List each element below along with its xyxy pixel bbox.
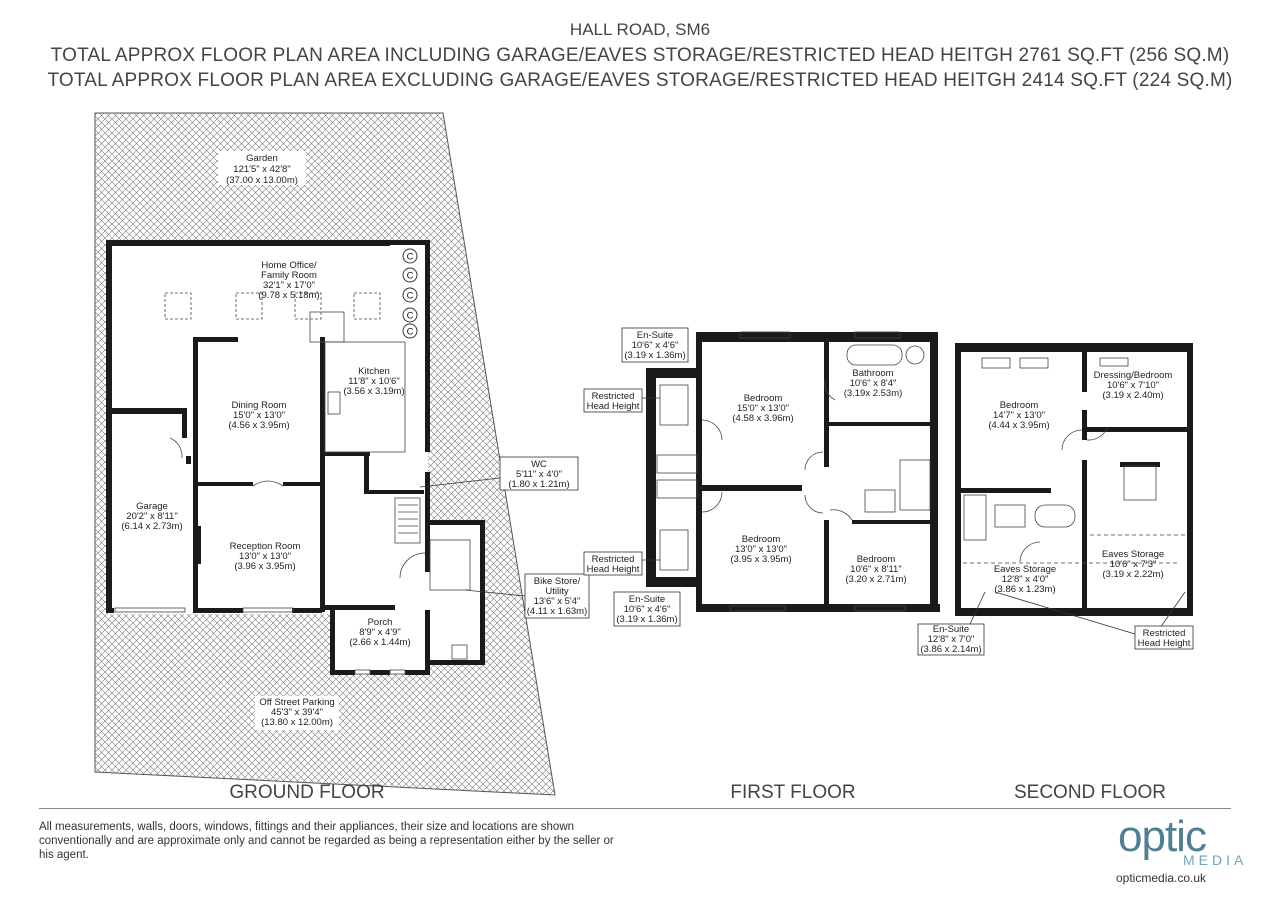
website: opticmedia.co.uk (1116, 871, 1207, 885)
svg-text:(4.58 x 3.96m): (4.58 x 3.96m) (732, 413, 794, 424)
svg-text:10'6" x 7'3": 10'6" x 7'3" (1109, 559, 1157, 570)
dining-room-label (228, 400, 289, 431)
garden-label (218, 151, 306, 186)
svg-text:WC: WC (531, 459, 547, 470)
ff-bedroom2-label (730, 534, 791, 565)
first-floor-title: FIRST FLOOR (730, 782, 856, 803)
svg-text:Utility: Utility (545, 586, 569, 597)
svg-text:Off Street Parking: Off Street Parking (259, 697, 335, 708)
svg-text:(3.19x 2.53m): (3.19x 2.53m) (843, 388, 903, 399)
cupboard-label: C (406, 251, 414, 263)
logo-media: MEDIA (1183, 852, 1248, 868)
area-including: TOTAL APPROX FLOOR PLAN AREA INCLUDING GARAGE/EAVES STORAGE/RESTRICTED HEAD HEITGH 2761 SQ.FT (256 SQ.M) (50, 45, 1230, 66)
cupboard-label: C (406, 270, 414, 282)
svg-text:Restricted: Restricted (591, 391, 635, 402)
svg-text:(3.56 x 3.19m): (3.56 x 3.19m) (343, 386, 405, 397)
svg-text:Head Height: Head Height (586, 401, 640, 412)
svg-text:13'0" x 13'0": 13'0" x 13'0" (238, 551, 292, 562)
svg-text:13'0" x 13'0": 13'0" x 13'0" (734, 544, 788, 555)
sf-dressing-label (1094, 370, 1173, 401)
svg-text:(37.00 x 13.00m): (37.00 x 13.00m) (226, 175, 298, 186)
home-office-label (258, 260, 319, 301)
svg-text:(13.80 x 12.00m): (13.80 x 12.00m) (261, 717, 333, 728)
svg-text:Dining Room: Dining Room (231, 400, 287, 411)
svg-text:13'6" x 5'4": 13'6" x 5'4" (533, 596, 581, 607)
svg-text:45'3" x 39'4": 45'3" x 39'4" (270, 707, 324, 718)
cupboard-label: C (406, 310, 414, 322)
ff-ensuite-bottom-callout (614, 592, 680, 626)
svg-text:10'6" x 8'4": 10'6" x 8'4" (849, 378, 897, 389)
optic-logo: optic (1118, 812, 1206, 861)
svg-text:Bedroom: Bedroom (743, 393, 783, 404)
svg-text:Bedroom: Bedroom (856, 554, 896, 565)
svg-text:Family Room: Family Room (261, 270, 317, 281)
svg-text:10'6" x 7'10": 10'6" x 7'10" (1106, 380, 1160, 391)
svg-text:10'6" x 4'6": 10'6" x 4'6" (623, 604, 671, 615)
svg-text:(2.66 x 1.44m): (2.66 x 1.44m) (349, 637, 411, 648)
svg-text:Eaves Storage: Eaves Storage (993, 564, 1057, 575)
svg-text:10'6" x 8'11": 10'6" x 8'11" (850, 564, 902, 575)
svg-text:(9.78 x 5.18m): (9.78 x 5.18m) (258, 290, 320, 301)
sf-bedroom-label (988, 400, 1049, 431)
svg-text:(3.96 x 3.95m): (3.96 x 3.95m) (234, 561, 296, 572)
ff-bathroom-label (844, 368, 903, 399)
svg-text:Kitchen: Kitchen (358, 366, 390, 377)
svg-text:(4.11 x 1.63m): (4.11 x 1.63m) (526, 606, 588, 617)
svg-text:Garden: Garden (246, 153, 278, 164)
svg-text:(4.44 x 3.95m): (4.44 x 3.95m) (988, 420, 1050, 431)
sf-eaves1-label (994, 564, 1056, 595)
ff-ensuite-top-callout (622, 328, 688, 362)
svg-text:Reception Room: Reception Room (229, 541, 301, 552)
sf-eaves2-label (1102, 549, 1164, 580)
svg-text:(3.19 x 1.36m): (3.19 x 1.36m) (616, 614, 678, 625)
svg-text:12'8" x 4'0": 12'8" x 4'0" (1001, 574, 1049, 585)
svg-text:5'11" x 4'0": 5'11" x 4'0" (515, 469, 563, 480)
svg-text:Bathroom: Bathroom (852, 368, 894, 379)
ff-bedroom1-label (732, 393, 793, 424)
svg-text:(3.19 x 2.22m): (3.19 x 2.22m) (1102, 569, 1164, 580)
svg-text:En-Suite: En-Suite (628, 594, 666, 605)
svg-text:Restricted: Restricted (1142, 628, 1186, 639)
svg-text:10'6" x 4'6": 10'6" x 4'6" (631, 340, 679, 351)
svg-text:En-Suite: En-Suite (636, 330, 674, 341)
svg-text:11'8" x 10'6": 11'8" x 10'6" (348, 376, 400, 387)
svg-text:Head Height: Head Height (1137, 638, 1191, 649)
svg-text:Porch: Porch (367, 617, 393, 628)
cupboard-label: C (406, 290, 414, 302)
ground-floor-title: GROUND FLOOR (229, 782, 385, 803)
svg-text:(6.14 x 2.73m): (6.14 x 2.73m) (121, 521, 183, 532)
svg-text:32'1" x 17'0": 32'1" x 17'0" (262, 280, 316, 291)
svg-text:121'5" x 42'8": 121'5" x 42'8" (233, 164, 291, 175)
cupboard-label: C (406, 326, 414, 338)
svg-text:(3.19 x 1.36m): (3.19 x 1.36m) (624, 350, 686, 361)
svg-text:(3.86 x 2.14m): (3.86 x 2.14m) (920, 644, 982, 655)
svg-text:(1.80 x 1.21m): (1.80 x 1.21m) (508, 479, 570, 490)
svg-text:Eaves Storage: Eaves Storage (1101, 549, 1165, 560)
svg-text:En-Suite: En-Suite (932, 624, 970, 635)
svg-text:12'8" x 7'0": 12'8" x 7'0" (927, 634, 975, 645)
svg-text:(4.56 x 3.95m): (4.56 x 3.95m) (228, 420, 290, 431)
svg-text:15'0" x 13'0": 15'0" x 13'0" (232, 410, 286, 421)
svg-text:Dressing/Bedroom: Dressing/Bedroom (1093, 370, 1173, 381)
svg-text:Home Office/: Home Office/ (261, 260, 317, 271)
svg-text:Garage: Garage (136, 501, 168, 512)
svg-text:14'7" x 13'0": 14'7" x 13'0" (992, 410, 1046, 421)
svg-text:8'9" x 4'9": 8'9" x 4'9" (359, 627, 401, 638)
plan-title: HALL ROAD, SM6 (569, 20, 711, 39)
svg-text:(3.19 x 2.40m): (3.19 x 2.40m) (1102, 390, 1164, 401)
sf-restricted-callout (995, 592, 1193, 649)
second-floor-title: SECOND FLOOR (1013, 782, 1167, 803)
svg-text:(3.20 x 2.71m): (3.20 x 2.71m) (845, 574, 907, 585)
area-excluding: TOTAL APPROX FLOOR PLAN AREA EXCLUDING GARAGE/EAVES STORAGE/RESTRICTED HEAD HEITGH 2414 SQ.FT (224 SQ.M) (47, 70, 1233, 91)
svg-text:Bike Store/: Bike Store/ (533, 576, 581, 587)
svg-text:(3.95 x 3.95m): (3.95 x 3.95m) (730, 554, 792, 565)
svg-text:Head Height: Head Height (586, 564, 640, 575)
svg-text:Bedroom: Bedroom (741, 534, 781, 545)
svg-text:(3.86 x 1.23m): (3.86 x 1.23m) (994, 584, 1056, 595)
disclaimer: All measurements, walls, doors, windows, fittings and their appliances, their size and locations are shown conventionally and are approximate only and cannot be regarded as being a representation either by the seller or his agent. (39, 821, 614, 861)
svg-text:15'0" x 13'0": 15'0" x 13'0" (736, 403, 790, 414)
footer-divider (39, 808, 1231, 809)
svg-text:Restricted: Restricted (591, 554, 635, 565)
sf-ensuite-callout (918, 592, 985, 655)
svg-text:Bedroom: Bedroom (999, 400, 1039, 411)
ff-bedroom3-label (845, 554, 906, 585)
reception-room-label (230, 541, 301, 572)
svg-text:20'2" x 8'11": 20'2" x 8'11" (126, 511, 178, 522)
parking-label (255, 696, 339, 730)
